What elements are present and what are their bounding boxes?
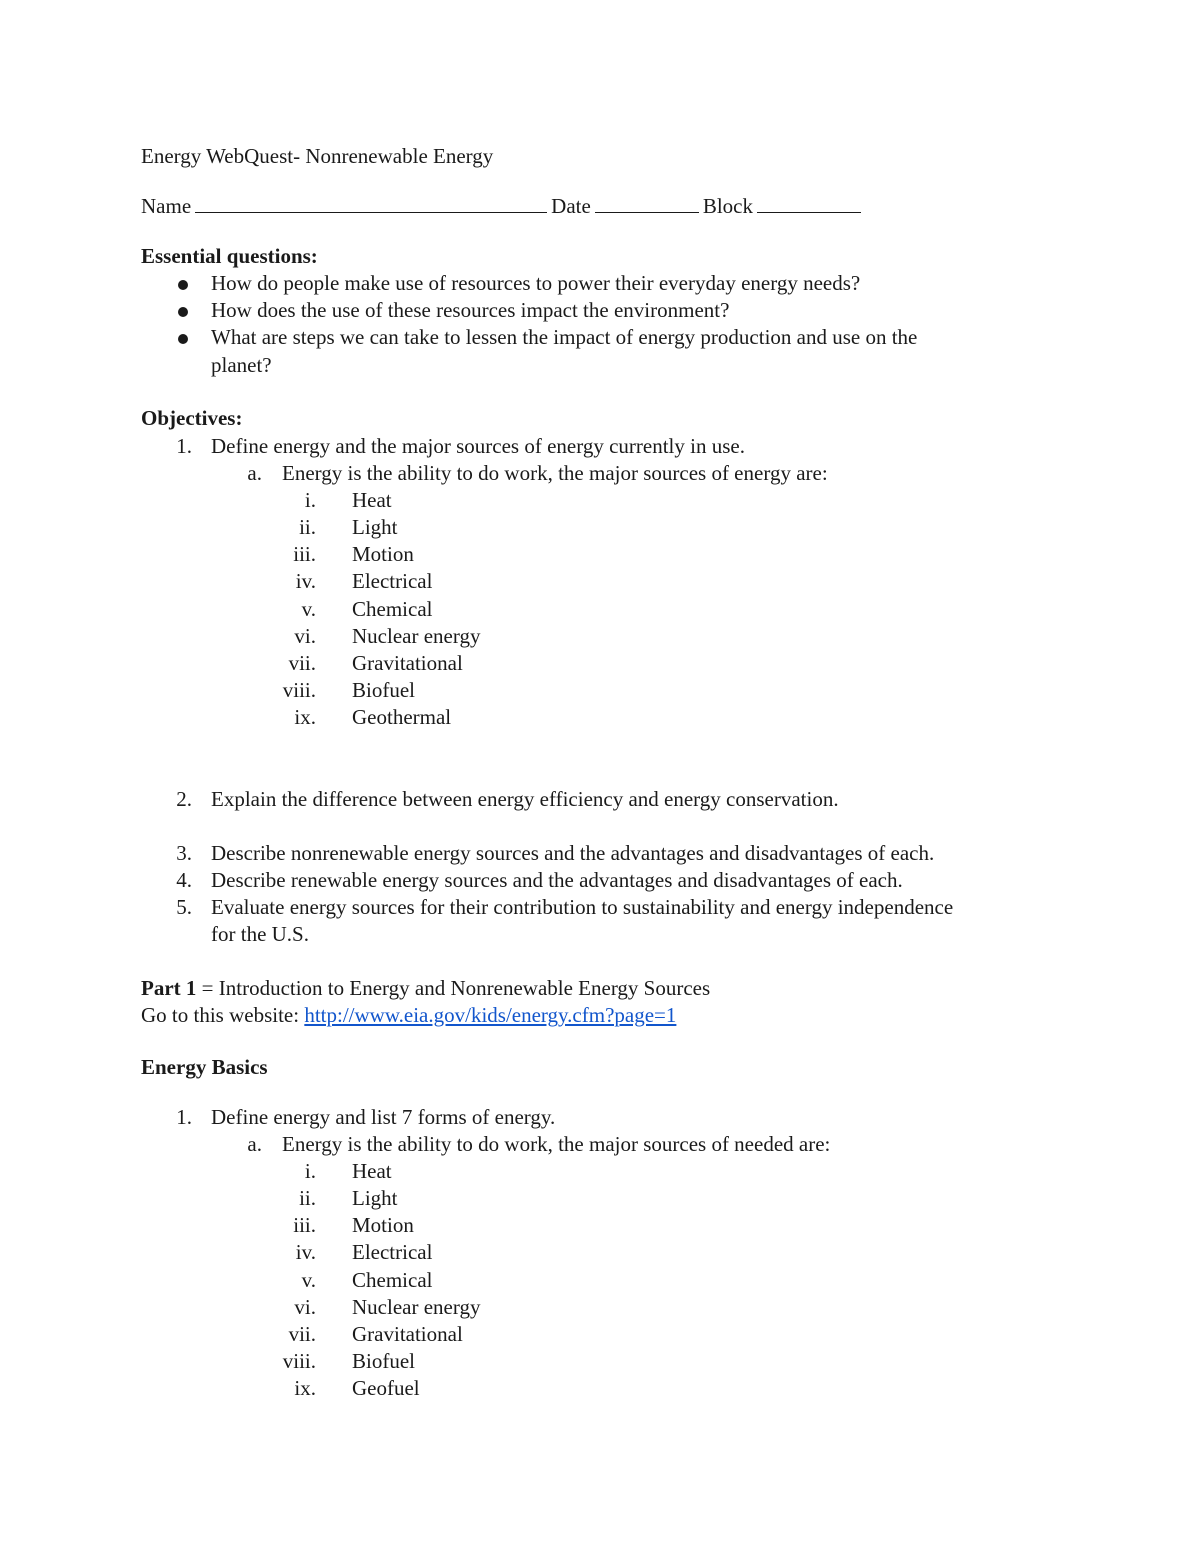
basics-form-item: Nuclear energy — [352, 1295, 481, 1319]
basics-form-item: Gravitational — [352, 1322, 463, 1346]
basics-question-1a: Energy is the ability to do work, the major sources of needed are: — [282, 1132, 831, 1156]
basics-form-item: Light — [352, 1186, 398, 1210]
objective-1: Define energy and the major sources of energy currently in use. — [211, 434, 745, 458]
basics-form-item: Chemical — [352, 1268, 433, 1292]
energy-form-item: Biofuel — [352, 678, 415, 702]
bullet-icon — [178, 307, 188, 317]
essential-questions-heading: Essential questions: — [141, 244, 318, 268]
roman-marker: iv. — [295, 569, 316, 593]
student-info-row — [141, 192, 865, 220]
block-field[interactable] — [757, 192, 861, 213]
part1-label: Part 1 — [141, 976, 197, 1000]
roman-marker: vii. — [288, 1322, 316, 1346]
roman-marker: vii. — [288, 651, 316, 675]
website-prompt: Go to this website: — [141, 1003, 305, 1027]
roman-marker: i. — [304, 488, 316, 512]
date-label: Date — [551, 194, 591, 218]
list-marker: 4. — [176, 868, 192, 892]
essential-question-3-cont: planet? — [211, 353, 272, 377]
roman-marker: vi. — [294, 624, 316, 648]
roman-marker: iii. — [293, 1213, 316, 1237]
basics-form-item: Biofuel — [352, 1349, 415, 1373]
objectives-heading: Objectives: — [141, 406, 243, 430]
list-marker: a. — [247, 1132, 262, 1156]
objective-1a: Energy is the ability to do work, the major sources of energy are: — [282, 461, 828, 485]
essential-question-3: What are steps we can take to lessen the impact of energy production and use on the — [211, 325, 918, 349]
energy-form-item: Electrical — [352, 569, 433, 593]
name-label: Name — [141, 194, 192, 218]
basics-form-item: Geofuel — [352, 1376, 420, 1400]
roman-marker: ii. — [299, 1186, 316, 1210]
roman-marker: ix. — [294, 705, 316, 729]
list-marker: 1. — [176, 434, 192, 458]
roman-marker: iv. — [295, 1240, 316, 1264]
energy-form-item: Chemical — [352, 597, 433, 621]
roman-marker: ii. — [299, 515, 316, 539]
list-marker: a. — [247, 461, 262, 485]
list-marker: 1. — [176, 1105, 192, 1129]
energy-form-item: Heat — [352, 488, 392, 512]
energy-form-item: Light — [352, 515, 398, 539]
eia-website-link[interactable]: http://www.eia.gov/kids/energy.cfm?page=1 — [304, 1003, 677, 1027]
objective-5-cont: for the U.S. — [211, 922, 309, 946]
energy-form-item: Gravitational — [352, 651, 463, 675]
roman-marker: vi. — [294, 1295, 316, 1319]
roman-marker: v. — [301, 597, 316, 621]
basics-form-item: Electrical — [352, 1240, 433, 1264]
roman-marker: v. — [301, 1268, 316, 1292]
roman-marker: i. — [304, 1159, 316, 1183]
bullet-icon — [178, 280, 188, 290]
list-marker: 2. — [176, 787, 192, 811]
objective-5: Evaluate energy sources for their contribution to sustainability and energy independence — [211, 895, 954, 919]
basics-form-item: Heat — [352, 1159, 392, 1183]
roman-marker: iii. — [293, 542, 316, 566]
list-marker: 3. — [176, 841, 192, 865]
date-field[interactable] — [595, 192, 699, 213]
block-label: Block — [702, 194, 753, 218]
energy-form-item: Motion — [352, 542, 414, 566]
roman-marker: viii. — [282, 1349, 316, 1373]
bullet-icon — [178, 334, 188, 344]
basics-form-item: Motion — [352, 1213, 414, 1237]
roman-marker: viii. — [282, 678, 316, 702]
energy-form-item: Nuclear energy — [352, 624, 481, 648]
energy-form-item: Geothermal — [352, 705, 452, 729]
document-title: Energy WebQuest- Nonrenewable Energy — [141, 144, 494, 168]
essential-question-2: How does the use of these resources impact the environment? — [211, 298, 730, 322]
objective-2: Explain the difference between energy efficiency and energy conservation. — [211, 787, 839, 811]
basics-question-1: Define energy and list 7 forms of energy. — [211, 1105, 556, 1129]
part1-heading — [141, 975, 710, 1002]
objective-4: Describe renewable energy sources and the advantages and disadvantages of each. — [211, 868, 903, 892]
name-field[interactable] — [195, 192, 547, 213]
essential-question-1: How do people make use of resources to power their everyday energy needs? — [211, 271, 861, 295]
website-line — [141, 1002, 676, 1029]
roman-marker: ix. — [294, 1376, 316, 1400]
energy-basics-heading: Energy Basics — [141, 1055, 268, 1079]
part1-title: = Introduction to Energy and Nonrenewable Energy Sources — [196, 976, 711, 1000]
list-marker: 5. — [176, 895, 192, 919]
objective-3: Describe nonrenewable energy sources and the advantages and disadvantages of each. — [211, 841, 935, 865]
